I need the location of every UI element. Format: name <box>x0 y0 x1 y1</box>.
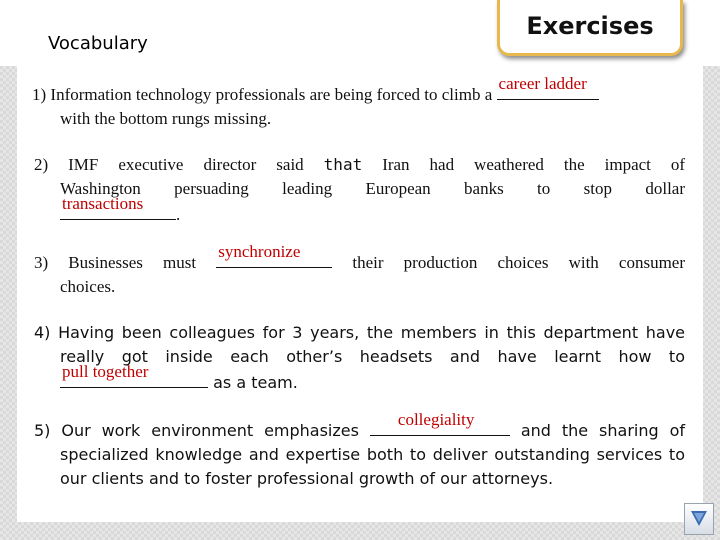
answer-text: collegiality <box>397 410 475 429</box>
answer-blank <box>497 74 599 100</box>
exercise-item-4 <box>34 321 685 395</box>
answer-blank <box>216 242 332 268</box>
item-text: that <box>323 155 363 174</box>
item-text: specialized knowledge and expertise both to deliver outstanding services to <box>60 445 685 464</box>
exercise-item-2 <box>34 153 685 227</box>
exercise-item-5 <box>34 410 686 491</box>
next-slide-button[interactable] <box>684 503 714 535</box>
item-text: 5) Our work environment emphasizes <box>34 421 359 440</box>
tab-title: Exercises <box>526 12 654 40</box>
item-text: really got inside each other’s headsets and have learnt how to <box>60 347 685 366</box>
item-text: choices. <box>60 277 116 296</box>
section-title: Vocabulary <box>48 33 148 54</box>
exercise-item-3 <box>34 242 686 299</box>
item-text: our clients and to foster professional growth of our attorneys. <box>60 469 554 488</box>
item-text: 2) IMF executive director said <box>34 155 304 174</box>
answer-blank <box>60 362 208 388</box>
item-text: as a team. <box>213 373 298 392</box>
item-text: with the bottom rungs missing. <box>60 109 272 128</box>
exercise-item-1 <box>32 74 692 131</box>
item-text: their production choices with consumer <box>352 253 686 272</box>
item-text: Iran had weathered the impact of <box>382 155 686 174</box>
item-text: 3) Businesses must <box>34 253 197 272</box>
next-arrow-icon <box>685 504 713 534</box>
answer-text: pull together <box>62 362 149 381</box>
answer-text: transactions <box>62 194 144 213</box>
answer-blank <box>60 194 176 220</box>
item-text: . <box>176 205 181 224</box>
item-text: 4) Having been colleagues for 3 years, the members in this department have <box>34 323 685 342</box>
item-text: 1) Information technology professionals are being forced to climb a <box>32 85 493 104</box>
answer-text: synchronize <box>218 242 301 261</box>
answer-blank <box>370 410 510 436</box>
item-text: and the sharing of <box>520 421 686 440</box>
answer-text: career ladder <box>498 74 587 93</box>
item-text: Washington persuading leading European banks to stop dollar <box>60 179 685 198</box>
exercises-tab <box>497 0 683 56</box>
